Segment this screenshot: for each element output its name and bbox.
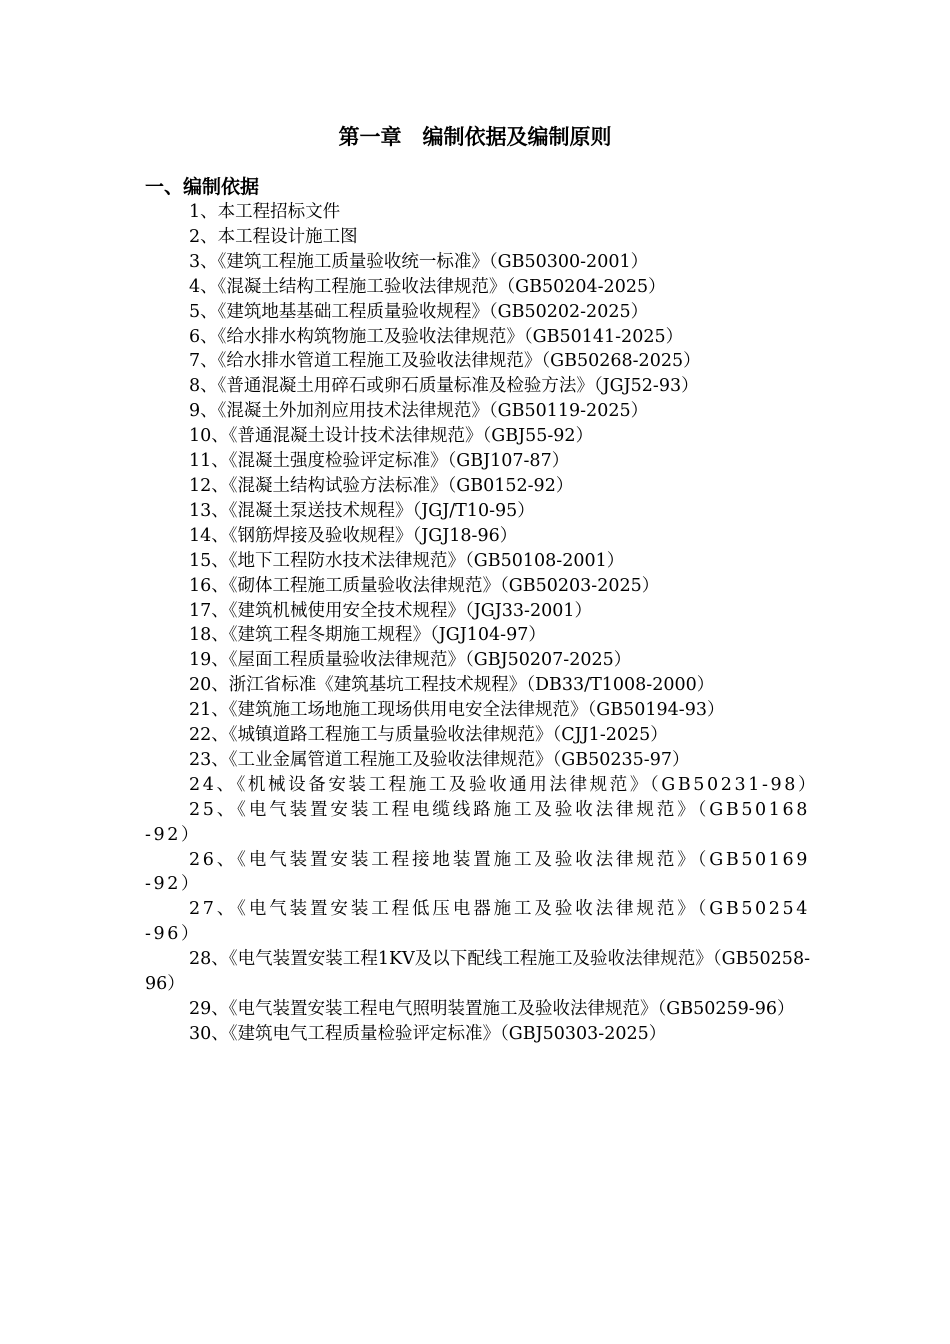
list-item: 17、《建筑机械使用安全技术规程》（JGJ33-2001） xyxy=(189,600,592,621)
section-heading: 一、编制依据 xyxy=(145,176,260,198)
list-item: 25、《电气装置安装工程电缆线路施工及验收法律规范》（GB50168-92） xyxy=(145,799,810,845)
list-item: 2、本工程设计施工图 xyxy=(189,226,358,247)
list-item: 14、《钢筋焊接及验收规程》（JGJ18-96） xyxy=(189,525,518,546)
list-item: 4、《混凝土结构工程施工验收法律规范》（GB50204-2025） xyxy=(189,276,666,297)
list-item: 18、《建筑工程冬期施工规程》（JGJ104-97） xyxy=(189,625,546,646)
list-item: 1、本工程招标文件 xyxy=(189,202,341,222)
list-item: 12、《混凝土结构试验方法标准》（GB0152-92） xyxy=(189,475,574,496)
list-item: 28、《电气装置安装工程1KV及以下配线工程施工及验收法律规范》（GB50258-96） xyxy=(145,949,810,995)
list-item: 23、《工业金属管道工程施工及验收法律规范》（GB50235-97） xyxy=(189,749,690,770)
list-item: 27、《电气装置安装工程低压电器施工及验收法律规范》（GB50254-96） xyxy=(145,899,810,945)
list-item: 16、《砌体工程施工质量验收法律规范》（GB50203-2025） xyxy=(189,575,660,596)
list-item: 24、《机械设备安装工程施工及验收通用法律规范》（GB50231-98） xyxy=(189,774,819,795)
list-item: 5、《建筑地基基础工程质量验收规程》（GB50202-2025） xyxy=(189,301,649,322)
list-item: 29、《电气装置安装工程电气照明装置施工及验收法律规范》（GB50259-96） xyxy=(189,999,795,1019)
list-item: 8、《普通混凝土用碎石或卵石质量标准及检验方法》（JGJ52-93） xyxy=(189,376,699,397)
list-item: 15、《地下工程防水技术法律规范》（GB50108-2001） xyxy=(189,550,625,571)
list-item: 19、《屋面工程质量验收法律规范》（GBJ50207-2025） xyxy=(189,650,632,671)
list-item: 20、浙江省标准《建筑基坑工程技术规程》（DB33/T1008-2000） xyxy=(189,675,715,696)
basis-section xyxy=(145,174,819,1047)
list-item: 10、《普通混凝土设计技术法律规范》（GBJ55-92） xyxy=(189,426,594,447)
chapter-title: 第一章 编制依据及编制原则 xyxy=(338,124,612,149)
list-item: 26、《电气装置安装工程接地装置施工及验收法律规范》（GB50169-92） xyxy=(145,849,810,895)
list-item: 9、《混凝土外加剂应用技术法律规范》（GB50119-2025） xyxy=(189,401,649,422)
list-item: 6、《给水排水构筑物施工及验收法律规范》（GB50141-2025） xyxy=(189,326,684,347)
list-item: 11、《混凝土强度检验评定标准》（GBJ107-87） xyxy=(189,451,570,472)
list-item: 13、《混凝土泵送技术规程》（JGJ/T10-95） xyxy=(189,500,535,521)
list-item: 30、《建筑电气工程质量检验评定标准》（GBJ50303-2025） xyxy=(189,1023,667,1044)
list-item: 7、《给水排水管道工程施工及验收法律规范》（GB50268-2025） xyxy=(189,351,701,372)
list-item: 22、《城镇道路工程施工与质量验收法律规范》（CJJ1-2025） xyxy=(189,725,668,746)
list-item: 21、《建筑施工场地施工现场供用电安全法律规范》（GB50194-93） xyxy=(189,700,725,721)
list-item: 3、《建筑工程施工质量验收统一标准》（GB50300-2001） xyxy=(189,251,649,272)
